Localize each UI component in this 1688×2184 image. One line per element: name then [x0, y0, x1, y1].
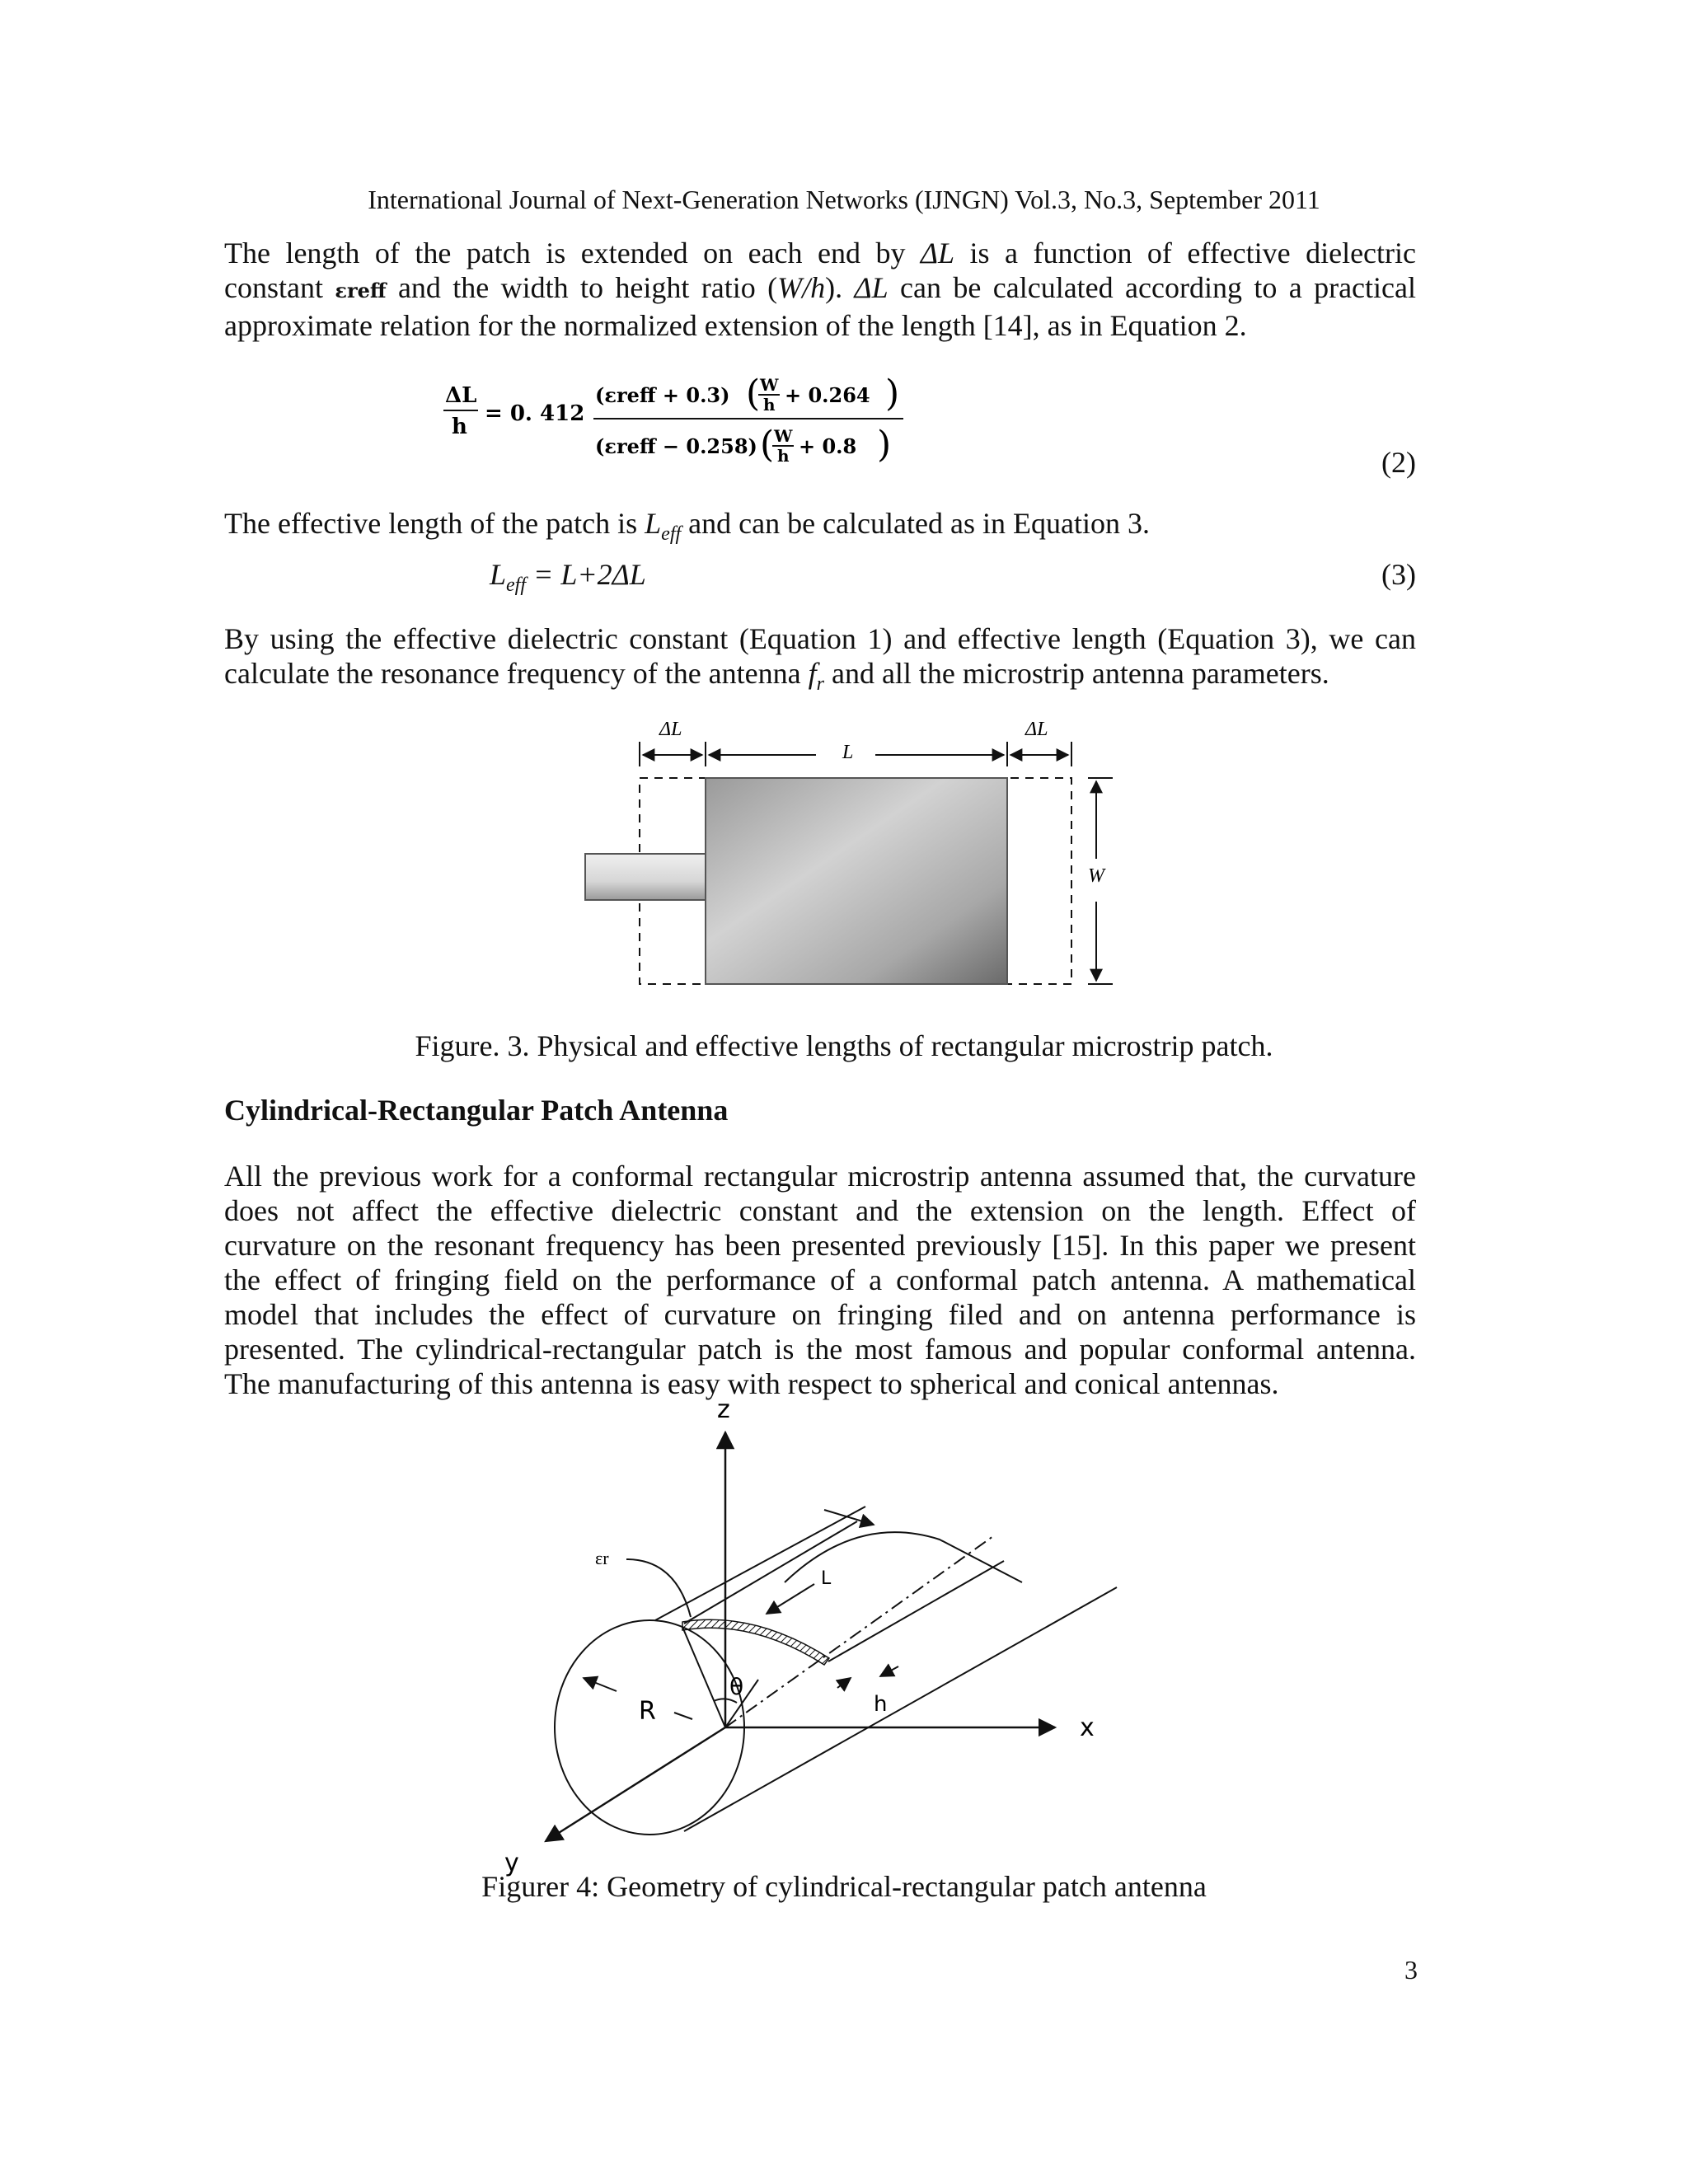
eq-den-paren-l: (: [760, 424, 775, 466]
label-er: εr: [595, 1548, 609, 1568]
eq-num-b: + 0.264: [785, 383, 870, 407]
patch-edge-left: [684, 1521, 857, 1624]
figure-4: [495, 1390, 1154, 1892]
text: approximate relation for the normalized extension of the length [14], as in Equation 2.: [224, 309, 1247, 342]
patch-hatched: [682, 1619, 829, 1665]
symbol-delta-l: ΔL: [920, 237, 955, 269]
equation-2: [437, 369, 948, 476]
label-dl-right: ΔL: [1025, 719, 1048, 740]
radius-arrow: [584, 1678, 617, 1691]
label-w: W: [1088, 865, 1104, 887]
eq-lhs-num: ΔL: [445, 383, 477, 408]
journal-header: International Journal of Next-Generation Networks (IJNGN) Vol.3, No.3, September 2011: [368, 185, 1320, 214]
equation-2-graphic: [437, 369, 948, 476]
eq-lhs-den: h: [452, 415, 467, 439]
text-line: does not affect the effective dielectric constant and the extension on the length. Effect of: [224, 1194, 1416, 1227]
text: constant: [224, 271, 335, 304]
radius-leader: [674, 1713, 692, 1719]
label-l: L: [821, 1568, 832, 1589]
label-theta: θ: [729, 1673, 744, 1700]
h-arrow-right: [880, 1666, 898, 1676]
eq-num-paren-r: ): [885, 373, 900, 415]
label-y: y: [504, 1849, 519, 1877]
symbol-f: f: [808, 657, 817, 690]
patch-rectangle: [706, 778, 1007, 984]
er-leader: [626, 1559, 691, 1617]
figure-3-diagram: [577, 717, 1121, 997]
text: is a function of effective dielectric: [954, 237, 1416, 269]
text: The effective length of the patch is: [224, 507, 645, 540]
eq3-sub: eff: [506, 574, 527, 597]
label-h: h: [874, 1692, 888, 1717]
text-line: presented. The cylindrical-rectangular patch is the most famous and popular conformal antenna.: [224, 1333, 1416, 1366]
equation-2-number: (2): [1381, 446, 1416, 479]
text-line: All the previous work for a conformal rectangular microstrip antenna assumed that, the curvature: [224, 1160, 1416, 1193]
eq3-l: L: [490, 558, 507, 591]
patch-edge-right: [828, 1561, 1004, 1661]
figure-4-caption: Figurer 4: Geometry of cylindrical-rectangular patch antenna: [481, 1870, 1207, 1903]
text: W/h: [777, 271, 826, 304]
text: and the width to height ratio (: [386, 271, 778, 304]
label-r: R: [639, 1697, 656, 1726]
section-heading: Cylindrical-Rectangular Patch Antenna: [224, 1094, 729, 1127]
paragraph-cylindrical: [224, 1159, 1416, 1401]
length-arrow-lower: [767, 1584, 814, 1614]
equation-3: [490, 557, 646, 597]
length-arrow-upper: [824, 1510, 874, 1525]
symbol-ereff: εreff: [335, 279, 387, 302]
eq3-rest: = L+2ΔL: [526, 558, 646, 591]
eq-coef: = 0. 412: [485, 401, 585, 426]
radius-line-left: [682, 1627, 725, 1727]
figure-4-diagram: [495, 1390, 1154, 1892]
paragraph-delta-l: [224, 236, 1416, 343]
page-number: 3: [1404, 1955, 1418, 1985]
figure-3-caption: Figure. 3. Physical and effective lengths of rectangular microstrip patch.: [415, 1029, 1273, 1062]
text: By using the effective dielectric constant (Equation 1) and effective length (Equation 3), we can: [224, 622, 1416, 655]
cylinder-cross-section: [555, 1620, 744, 1835]
eq-num-h: h: [763, 395, 776, 415]
text-line: curvature on the resonant frequency has been presented previously [15]. In this paper we present: [224, 1229, 1416, 1262]
feed-line: [585, 854, 706, 900]
text: and can be calculated as in Equation 3.: [681, 507, 1150, 540]
text: The length of the patch is extended on each end by: [224, 237, 921, 269]
paragraph-resonance: [224, 621, 1416, 701]
paragraph-effective-length: [224, 506, 1416, 551]
h-arrow-left: [837, 1678, 851, 1688]
eq-num-w: W: [760, 375, 779, 395]
text-line: the effect of fringing field on the performance of a conformal patch antenna. A mathematical: [224, 1263, 1416, 1296]
label-dl-left: ΔL: [659, 719, 682, 740]
text-line: The manufacturing of this antenna is easy with respect to spherical and conical antennas.: [224, 1367, 1279, 1400]
text: ).: [825, 271, 855, 304]
eq-num-paren-l: (: [746, 373, 761, 415]
symbol-eff-sub: eff: [661, 523, 682, 546]
text: and all the microstrip antenna parameters.: [823, 657, 1329, 690]
eq-num-a: (εreff + 0.3): [595, 383, 730, 407]
symbol-r-sub: r: [816, 673, 824, 696]
figure-3: [577, 717, 1121, 997]
text-line: model that includes the effect of curvature on fringing filed and on antenna performance is: [224, 1298, 1416, 1331]
label-z: z: [717, 1395, 730, 1424]
label-l: L: [842, 742, 854, 763]
eq-den-h: h: [777, 446, 790, 466]
eq-den-w: W: [774, 426, 793, 446]
text: can be calculated according to a practical: [888, 271, 1416, 304]
eq-den-b: + 0.8: [799, 434, 857, 458]
label-x: x: [1080, 1713, 1095, 1742]
eq-den-a: (εreff − 0.258): [595, 434, 757, 458]
eq-den-paren-r: ): [877, 424, 892, 466]
equation-3-number: (3): [1381, 558, 1416, 591]
symbol-l: L: [645, 507, 662, 540]
text: calculate the resonance frequency of the antenna: [224, 657, 809, 690]
symbol-delta-l: ΔL: [854, 271, 889, 304]
